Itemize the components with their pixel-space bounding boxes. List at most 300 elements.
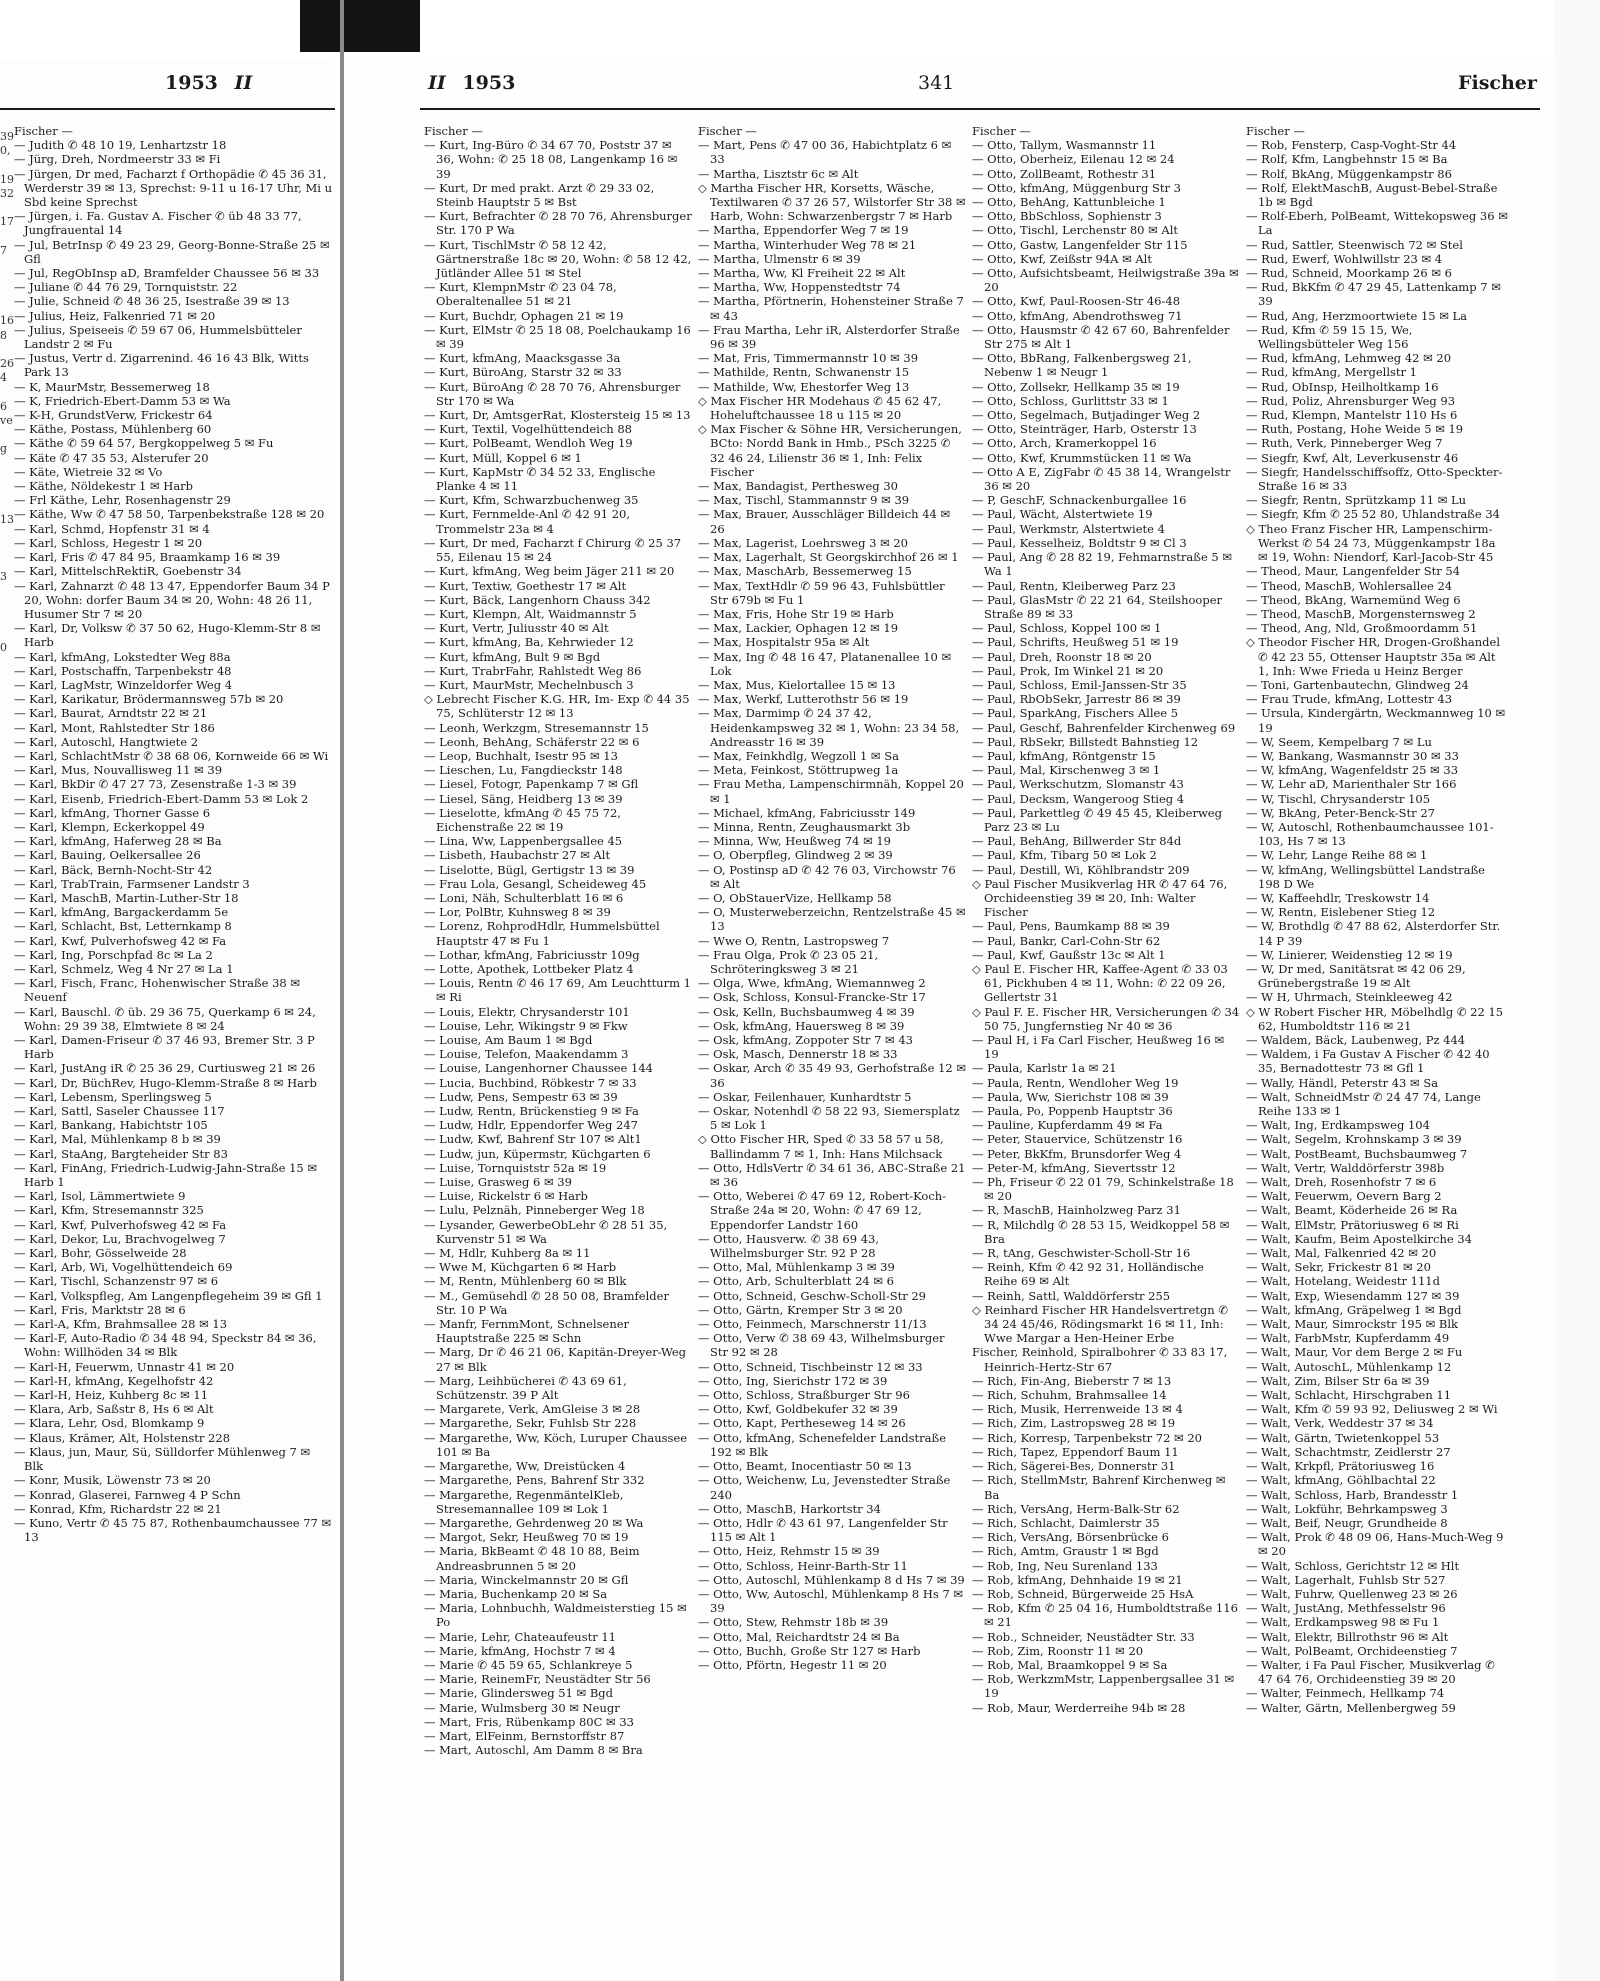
directory-entry: — Otto, Oberheiz, Eilenau 12 ✉ 24 — [972, 152, 1175, 167]
directory-entry: — Karl, Mus, Nouvallisweg 11 ✉ 39 — [14, 763, 223, 778]
directory-entry: — Kurt, BüroAng ✆ 28 70 76, Ahrensburger Str 170 ✉ Wa — [424, 379, 681, 408]
margin-mark — [0, 201, 12, 215]
directory-entry: — Karl, Postschaffn, Tarpenbekstr 48 — [14, 663, 232, 678]
margin-mark — [0, 499, 12, 513]
directory-entry: — Rob, Fensterp, Casp-Voght-Str 44 — [1246, 138, 1457, 153]
directory-entry: — Otto, Kapt, Pertheseweg 14 ✉ 26 — [698, 1416, 906, 1431]
left-page-year: 1953 — [165, 72, 218, 94]
directory-entry: — P, GeschF, Schnackenburgallee 16 — [972, 493, 1187, 508]
binding-shadow — [300, 0, 420, 52]
directory-entry: — Otto, kfmAng, Abendrothsweg 71 — [972, 308, 1183, 323]
margin-mark — [0, 428, 12, 442]
directory-entry: — Paula, Rentn, Wendloher Weg 19 — [972, 1075, 1179, 1090]
directory-entry: — Walt, Krkpfl, Prätoriusweg 16 — [1246, 1459, 1435, 1474]
directory-entry: — Manfr, FernmMont, Schnelsener Hauptstraße 225 ✉ Schn — [424, 1317, 630, 1346]
directory-entry: — Kurt, KapMstr ✆ 34 52 33, Englische Planke 4 ✉ 11 — [424, 464, 656, 494]
directory-entry: — Walt, Prok ✆ 48 09 06, Hans-Much-Weg 9 ✉ 20 — [1246, 1530, 1504, 1559]
directory-entry: — Paul, SparkAng, Fischers Allee 5 — [972, 706, 1179, 721]
directory-entry: — Frau Lola, Gesangl, Scheideweg 45 — [424, 876, 647, 891]
directory-entry: — Karl, kfmAng, Bargackerdamm 5e — [14, 905, 229, 920]
directory-entry: — Liselotte, Bügl, Gertigstr 13 ✉ 39 — [424, 862, 635, 877]
margin-mark: 19 — [0, 172, 14, 186]
directory-entry: ◇ Paul Fischer Musikverlag HR ✆ 47 64 76, Orchideenstieg 39 ✉ 20, Inh: Walter Fischer — [972, 876, 1228, 920]
directory-entry: — Osk, Schloss, Konsul-Francke-Str 17 — [698, 990, 926, 1005]
directory-entry: — K, Friedrich-Ebert-Damm 53 ✉ Wa — [14, 393, 231, 408]
directory-entry: — Käte, Wietreie 32 ✉ Vo — [14, 464, 163, 479]
page-number: 341 — [918, 72, 955, 94]
directory-entry: ◇ Otto Fischer HR, Sped ✆ 33 58 57 u 58, Ballindamm 7 ✉ 1, Inh: Hans Milchsack — [698, 1132, 944, 1161]
directory-entry: — Rud, ObInsp, Heilholtkamp 16 — [1246, 379, 1439, 394]
margin-mark — [0, 158, 12, 172]
directory-entry: — Frau Metha, Lampenschirmnäh, Koppel 20 ✉ 1 — [698, 777, 964, 806]
directory-entry: — Walt, Lagerhalt, Fuhlsb Str 527 — [1246, 1572, 1446, 1587]
directory-entry: — Paul, RbSekr, Billstedt Bahnstieg 12 — [972, 734, 1199, 749]
directory-entry: — Karl-A, Kfm, Brahmsallee 28 ✉ 13 — [14, 1317, 228, 1332]
directory-entry: — Paul, Kwf, Gaußstr 13c ✉ Alt 1 — [972, 947, 1166, 962]
directory-entry: — Karl, Bohr, Gösselweide 28 — [14, 1246, 187, 1261]
directory-entry: — Ludw, Rentn, Brückenstieg 9 ✉ Fa — [424, 1104, 639, 1119]
directory-entry: — Mathilde, Rentn, Schwanenstr 15 — [698, 365, 910, 380]
directory-entry: — Paul, Bankr, Carl-Cohn-Str 62 — [972, 933, 1161, 948]
directory-entry: — Wwe M, Küchgarten 6 ✉ Harb — [424, 1260, 617, 1275]
directory-entry: — Rich, Schlacht, Daimlerstr 35 — [972, 1515, 1160, 1530]
directory-entry: — Louise, Am Baum 1 ✉ Bgd — [424, 1033, 593, 1047]
directory-entry: — Paul, kfmAng, Röntgenstr 15 — [972, 748, 1156, 763]
directory-entry: — Paul, RbObSekr, Jarrestr 86 ✉ 39 — [972, 692, 1181, 707]
directory-entry: — Otto, ZollBeamt, Rothestr 31 — [972, 166, 1157, 181]
column-2-head: Fischer — — [698, 124, 757, 138]
directory-entry: — Karl, Sattl, Saseler Chaussee 117 — [14, 1104, 225, 1119]
margin-mark — [0, 1052, 12, 1066]
directory-entry: — Rolf, Kfm, Langbehnstr 15 ✉ Ba — [1246, 152, 1448, 167]
column-2-entries — [698, 138, 966, 1672]
directory-entry: — W, Dr med, Sanitätsrat ✉ 42 06 29, Grünebergstraße 19 ✉ Alt — [1246, 961, 1466, 991]
margin-mark — [0, 527, 12, 541]
directory-entry: — Walt, Schlacht, Hirschgraben 11 — [1246, 1388, 1452, 1403]
margin-mark: 0 — [0, 640, 7, 654]
directory-entry: — Walt, PostBeamt, Buchsbaumweg 7 — [1246, 1146, 1468, 1161]
margin-mark — [0, 953, 12, 967]
directory-entry: — Kurt, Vertr, Juliusstr 40 ✉ Alt — [424, 621, 609, 636]
margin-mark — [0, 868, 12, 882]
directory-entry: — Otto, Weberei ✆ 47 69 12, Robert-Koch-Straße 24a ✉ 20, Wohn: ✆ 47 69 12, Eppendorfer Landstr 160 — [698, 1189, 947, 1232]
directory-entry: — Karl, Zahnarzt ✆ 48 13 47, Eppendorfer Baum 34 P 20, Wohn: dorfer Baum 34 ✉ 20, Wohn: 48 26 11, Husumer Str 7 ✉ 20 — [14, 578, 330, 621]
margin-mark — [0, 627, 12, 641]
directory-entry: — Rud, BkKfm ✆ 47 29 45, Lattenkamp 7 ✉ 39 — [1246, 280, 1501, 309]
directory-entry: — Margarethe, RegenmäntelKleb, Stresemannallee 109 ✉ Lok 1 — [424, 1487, 624, 1516]
directory-entry: — Karl, Autoschl, Hangtwiete 2 — [14, 734, 199, 749]
margin-mark — [0, 1180, 12, 1194]
column-1-head: Fischer — — [424, 124, 483, 138]
directory-entry: — Rob, Schneid, Bürgerweide 25 HsA — [972, 1586, 1194, 1601]
directory-entry: — Margarethe, Pens, Bahrenf Str 332 — [424, 1473, 645, 1488]
directory-entry: — Kurt, BüroAng, Starstr 32 ✉ 33 — [424, 365, 622, 380]
directory-entry: — Karl, Lebensm, Sperlingsweg 5 — [14, 1089, 212, 1104]
directory-entry: — Rud, Sattler, Steenwisch 72 ✉ Stel — [1246, 237, 1463, 252]
directory-entry: — W, Kaffeehdlr, Treskowstr 14 — [1246, 890, 1430, 905]
directory-entry: — Otto, Verw ✆ 38 69 43, Wilhelmsburger Str 92 ✉ 28 — [698, 1331, 945, 1360]
directory-entry: ◇ W Robert Fischer HR, Möbelhdlg ✆ 22 15 62, Humboldtstr 116 ✉ 21 — [1246, 1004, 1504, 1033]
directory-entry: — W, Bankang, Wasmannstr 30 ✉ 33 — [1246, 748, 1459, 763]
directory-entry: — Osk, kfmAng, Zoppoter Str 7 ✉ 43 — [698, 1033, 913, 1047]
margin-mark — [0, 1137, 12, 1151]
directory-entry: — Waldem, i Fa Gustav A Fischer ✆ 42 40 35, Bernadottestr 73 ✉ Gfl 1 — [1246, 1047, 1490, 1076]
directory-entry: — Ursula, Kindergärtn, Weckmannweg 10 ✉ 19 — [1246, 706, 1506, 735]
directory-entry: — Karl, Dr, Volksw ✆ 37 50 62, Hugo-Klemm-Str 8 ✉ Harb — [14, 621, 321, 650]
right-page-year: 1953 — [462, 72, 516, 94]
directory-entry: — Max, Ing ✆ 48 16 47, Platanenallee 10 ✉ Lok — [698, 649, 952, 678]
directory-entry: — Waldem, Bäck, Laubenweg, Pz 444 — [1246, 1033, 1466, 1047]
directory-entry: — Karl, Bauing, Oelkersallee 26 — [14, 848, 201, 863]
directory-entry: — Otto, Beamt, Inocentiastr 50 ✉ 13 — [698, 1459, 912, 1474]
margin-mark — [0, 797, 12, 811]
directory-entry: — Marie, Wulmsberg 30 ✉ Neugr — [424, 1700, 620, 1715]
margin-mark — [0, 896, 12, 910]
directory-entry: — Kurt, kfmAng, Weg beim Jäger 211 ✉ 20 — [424, 564, 675, 579]
directory-entry: — Paula, Po, Poppenb Hauptstr 36 — [972, 1104, 1173, 1119]
directory-entry: — Karl, SchlachtMstr ✆ 38 68 06, Kornweide 66 ✉ Wi — [14, 748, 329, 763]
directory-entry: — Martha, Winterhuder Weg 78 ✉ 21 — [698, 237, 917, 252]
margin-mark — [0, 485, 12, 499]
directory-entry: — Kurt, Dr med prakt. Arzt ✆ 29 33 02, Steinb Hauptstr 5 ✉ Bst — [424, 180, 655, 210]
directory-entry: — Oskar, Notenhdl ✆ 58 22 93, Siemersplatz 5 ✉ Lok 1 — [698, 1104, 960, 1133]
directory-entry: — W, Rentn, Eislebener Stieg 12 — [1246, 905, 1436, 920]
directory-entry: — Walt, Exp, Wiesendamm 127 ✉ 39 — [1246, 1288, 1460, 1303]
directory-entry: — Wally, Händl, Peterstr 43 ✉ Sa — [1246, 1075, 1439, 1090]
margin-mark — [0, 726, 12, 740]
directory-entry: — Max, Feinkhdlg, Wegzoll 1 ✉ Sa — [698, 748, 899, 763]
directory-entry: — Otto, Schloss, Straßburger Str 96 — [698, 1388, 910, 1403]
directory-entry: — Klara, Lehr, Osd, Blomkamp 9 — [14, 1416, 205, 1431]
directory-entry: — Paul, GlasMstr ✆ 22 21 64, Steilshooper Straße 89 ✉ 33 — [972, 592, 1222, 621]
directory-entry: — Paul, Destill, Wi, Köhlbrandstr 209 — [972, 862, 1190, 877]
directory-entry: — Ruth, Verk, Pinneberger Weg 7 — [1246, 436, 1443, 451]
directory-entry: — Paul, Kesselheiz, Boldtstr 9 ✉ Cl 3 — [972, 535, 1187, 550]
directory-entry: — Mathilde, Ww, Ehestorfer Weg 13 — [698, 379, 910, 394]
directory-entry: — Karl, Dr, BüchRev, Hugo-Klemm-Straße 8 ✉ Harb — [14, 1075, 317, 1090]
directory-entry: — Otto, Mal, Reichardtstr 24 ✉ Ba — [698, 1629, 900, 1644]
margin-mark — [0, 825, 12, 839]
running-head: Fischer — [1458, 72, 1537, 94]
directory-entry: — Rud, Schneid, Moorkamp 26 ✉ 6 — [1246, 266, 1452, 281]
directory-entry: — Karl, TrabTrain, Farmsener Landstr 3 — [14, 876, 250, 891]
directory-entry: — Rich, Korresp, Tarpenbekstr 72 ✉ 20 — [972, 1430, 1202, 1445]
directory-entry: — Konrad, Glaserei, Farnweg 4 P Schn — [14, 1487, 241, 1502]
directory-entry: — Ruth, Postang, Hohe Weide 5 ✉ 19 — [1246, 422, 1464, 437]
directory-entry: — Rich, Zim, Lastropsweg 28 ✉ 19 — [972, 1416, 1176, 1431]
directory-entry: — Ludw, Hdlr, Eppendorfer Weg 247 — [424, 1118, 638, 1133]
directory-entry: — Otto, Arb, Schulterblatt 24 ✉ 6 — [698, 1274, 894, 1289]
directory-entry: — Kurt, Befrachter ✆ 28 70 76, Ahrensburger Str. 170 P Wa — [424, 209, 692, 238]
directory-entry: — Rud, Poliz, Ahrensburger Weg 93 — [1246, 393, 1456, 408]
directory-entry: — W, Linierer, Weidenstieg 12 ✉ 19 — [1246, 947, 1453, 962]
directory-entry: — Rud, Klempn, Mantelstr 110 Hs 6 — [1246, 408, 1458, 423]
directory-entry: — W, Tischl, Chrysanderstr 105 — [1246, 791, 1431, 806]
directory-entry: — Otto, Heiz, Rehmstr 15 ✉ 39 — [698, 1544, 880, 1559]
right-page-volume: II — [428, 72, 446, 94]
margin-mark: 0, — [0, 144, 11, 158]
directory-entry: — Margot, Sekr, Heußweg 70 ✉ 19 — [424, 1530, 629, 1545]
directory-entry: — Walt, Vertr, Walddörferstr 398b — [1246, 1160, 1445, 1175]
left-header-rule — [0, 108, 335, 110]
directory-entry: — Karl, Karikatur, Brödermannsweg 57b ✉ 20 — [14, 692, 284, 707]
directory-entry: — Kurt, MaurMstr, Mechelnbusch 3 — [424, 677, 634, 692]
directory-entry: — Otto, Aufsichtsbeamt, Heilwigstraße 39a ✉ 20 — [972, 266, 1239, 295]
margin-mark — [0, 471, 12, 485]
directory-entry: — Meta, Feinkost, Stöttrupweg 1a — [698, 763, 899, 778]
directory-entry: — Theod, MaschB, Morgensternsweg 2 — [1246, 606, 1476, 621]
margin-mark: 3 — [0, 569, 7, 583]
directory-entry: — Maria, Winckelmannstr 20 ✉ Gfl — [424, 1572, 629, 1587]
directory-entry: — Otto, Gastw, Langenfelder Str 115 — [972, 237, 1188, 252]
directory-entry: ◇ Lebrecht Fischer K.G. HR, Im- Exp ✆ 44 35 75, Schlüterstr 12 ✉ 13 — [424, 692, 690, 721]
directory-entry: — Otto, Hdlr ✆ 43 61 97, Langenfelder Str 115 ✉ Alt 1 — [698, 1515, 948, 1545]
directory-entry: — Paul H, i Fa Carl Fischer, Heußweg 16 ✉ 19 — [972, 1033, 1225, 1062]
directory-entry: — Käthe, Nöldekestr 1 ✉ Harb — [14, 479, 194, 494]
directory-entry: — Justus, Vertr d. Zigarrenind. 46 16 43 Blk, Witts Park 13 — [14, 351, 309, 380]
directory-entry: — Rich, StellmMstr, Bahrenf Kirchenweg ✉ Ba — [972, 1473, 1226, 1502]
directory-entry: — Karl, Ing, Porschpfad 8c ✉ La 2 — [14, 947, 213, 962]
directory-entry: — Reinh, Kfm ✆ 42 92 31, Holländische Reihe 69 ✉ Alt — [972, 1260, 1204, 1289]
directory-entry: — Karl, Kwf, Pulverhofsweg 42 ✉ Fa — [14, 1217, 227, 1232]
directory-entry: — Karl, Arb, Wi, Vogelhüttendeich 69 — [14, 1260, 233, 1275]
directory-entry: — Max, TextHdlr ✆ 59 96 43, Fuhlsbüttler Str 679b ✉ Fu 1 — [698, 578, 945, 607]
directory-entry: — Lulu, Pelznäh, Pinneberger Weg 18 — [424, 1203, 645, 1218]
directory-entry: — Mart, Autoschl, Am Damm 8 ✉ Bra — [424, 1743, 643, 1758]
directory-entry: — Paul, Kfm, Tibarg 50 ✉ Lok 2 — [972, 848, 1157, 863]
directory-entry: — Otto, Stew, Rehmstr 18b ✉ 39 — [698, 1615, 889, 1630]
directory-entry: — Otto, Kwf, Zeißstr 94A ✉ Alt — [972, 251, 1152, 266]
directory-entry: — Ludw, jun, Küpermstr, Küchgarten 6 — [424, 1146, 651, 1161]
directory-entry: — Otto, Tischl, Lerchenstr 80 ✉ Alt — [972, 223, 1179, 238]
margin-mark — [0, 995, 12, 1009]
directory-entry: ◇ Reinhard Fischer HR Handelsvertretgn ✆ 34 24 45/46, Rödingsmarkt 16 ✉ 11, Inh: Wwe Margar a Hen-Heiner Erbe — [972, 1302, 1228, 1346]
directory-entry: — Karl, Mal, Mühlenkamp 8 b ✉ 39 — [14, 1132, 221, 1147]
directory-entry: — W, Lehr aD, Marienthaler Str 166 — [1246, 777, 1457, 792]
right-header-rule — [420, 108, 1540, 110]
directory-entry: — Martha, Lisztstr 6c ✉ Alt — [698, 166, 859, 181]
directory-entry: — Frau Martha, Lehr iR, Alsterdorfer Straße 96 ✉ 39 — [698, 322, 960, 352]
directory-entry: — Rob, WerkzmMstr, Lappenbergsallee 31 ✉ 19 — [972, 1672, 1235, 1701]
directory-entry: — Paul, Mal, Kirschenweg 3 ✉ 1 — [972, 763, 1161, 778]
directory-entry: — Margarete, Verk, AmGleise 3 ✉ 28 — [424, 1402, 641, 1417]
directory-entry: — Siegfr, Handelsschiffsoffz, Otto-Speckter-Straße 16 ✉ 33 — [1246, 464, 1503, 494]
directory-entry: ◇ Theo Franz Fischer HR, Lampenschirm-Werkst ✆ 54 24 73, Müggenkampstr 18a ✉ 19, Wohn: Niendorf, Karl-Jacob-Str 45 — [1246, 521, 1496, 565]
directory-entry: — Paul, Decksm, Wangeroog Stieg 4 — [972, 791, 1185, 806]
directory-entry: — Kurt, Klempn, Alt, Waidmannstr 5 — [424, 606, 637, 621]
directory-entry: — Paul, Schrifts, Heußweg 51 ✉ 19 — [972, 635, 1179, 650]
directory-entry: — Walt, Schloss, Harb, Brandesstr 1 — [1246, 1487, 1459, 1502]
directory-entry: — Lothar, kfmAng, Fabriciusstr 109g — [424, 947, 640, 962]
directory-entry: — Martha, Ww, Kl Freiheit 22 ✉ Alt — [698, 266, 906, 281]
directory-entry: — Paul, Werkmstr, Alstertwiete 4 — [972, 521, 1165, 536]
directory-entry: — Kurt, kfmAng, Maacksgasse 3a — [424, 351, 621, 366]
directory-entry: — Kurt, KlempnMstr ✆ 23 04 78, Oberaltenallee 51 ✉ 21 — [424, 280, 617, 309]
directory-entry: — Walter, Gärtn, Mellenbergweg 59 — [1246, 1700, 1456, 1715]
directory-entry: — Paul, Wächt, Alstertwiete 19 — [972, 507, 1153, 522]
directory-entry: — Jürgen, Dr med, Facharzt f Orthopädie ✆ 45 36 31, Werderstr 39 ✉ 13, Sprechst: 9-11 u 16-17 Uhr, Mi u Sbd keine Sprechst — [14, 166, 332, 210]
margin-mark — [0, 1095, 12, 1109]
directory-entry: — M, Hdlr, Kuhberg 8a ✉ 11 — [424, 1246, 591, 1261]
left-column — [14, 124, 332, 1974]
directory-entry: — Louis, Rentn ✆ 46 17 69, Am Leuchtturm 1 ✉ Ri — [424, 976, 691, 1005]
margin-mark — [0, 910, 12, 924]
directory-entry: — O, Musterweberzeichn, Rentzelstraße 45 ✉ 13 — [698, 905, 966, 934]
directory-entry: — Karl, Damen-Friseur ✆ 37 46 93, Bremer Str. 3 P Harb — [14, 1033, 315, 1062]
directory-entry: — Otto, Buchh, Große Str 127 ✉ Harb — [698, 1643, 921, 1658]
directory-entry: — Walt, Elektr, Billrothstr 96 ✉ Alt — [1246, 1629, 1449, 1644]
directory-entry: — Karl, Tischl, Schanzenstr 97 ✉ 6 — [14, 1274, 219, 1289]
column-1 — [424, 124, 692, 1974]
directory-entry: — Walter, Feinmech, Hellkamp 74 — [1246, 1686, 1445, 1701]
directory-entry: — Juliane ✆ 44 76 29, Tornquiststr. 22 — [14, 280, 238, 295]
directory-entry: — Walt, Zim, Bilser Str 6a ✉ 39 — [1246, 1373, 1430, 1388]
directory-entry: — Kurt, Textil, Vogelhüttendeich 88 — [424, 422, 632, 437]
margin-mark: ve — [0, 413, 13, 427]
directory-entry: — Paul, Pens, Baumkamp 88 ✉ 39 — [972, 919, 1170, 934]
directory-entry: — Kurt, Dr, AmtsgerRat, Klostersteig 15 ✉ 13 — [424, 408, 691, 423]
directory-entry: — Karl, Mont, Rahlstedter Str 186 — [14, 720, 215, 735]
directory-entry: — Walt, Beamt, Köderheide 26 ✉ Ra — [1246, 1203, 1458, 1218]
directory-entry: — Otto, Hausverw. ✆ 38 69 43, Wilhelmsburger Str. 92 P 28 — [698, 1231, 880, 1261]
margin-mark — [0, 882, 12, 896]
directory-entry: — Loni, Näh, Schulterblatt 16 ✉ 6 — [424, 890, 624, 905]
directory-entry: — Rob., Schneider, Neustädter Str. 33 — [972, 1629, 1195, 1644]
directory-entry: — Karl, Fris ✆ 47 84 95, Braamkamp 16 ✉ 39 — [14, 550, 281, 565]
directory-entry: — Paul, Schloss, Emil-Janssen-Str 35 — [972, 677, 1187, 692]
directory-entry: — Rud, Ang, Herzmoortwiete 15 ✉ La — [1246, 308, 1468, 323]
directory-entry: — Julius, Heiz, Falkenried 71 ✉ 20 — [14, 308, 216, 323]
directory-entry: — Otto, Schneid, Geschw-Scholl-Str 29 — [698, 1288, 926, 1303]
directory-entry: — Otto, Schneid, Tischbeinstr 12 ✉ 33 — [698, 1359, 923, 1374]
directory-entry: — Otto, Kwf, Goldbekufer 32 ✉ 39 — [698, 1402, 898, 1417]
directory-entry: — Rich, VersAng, Börsenbrücke 6 — [972, 1530, 1169, 1545]
directory-entry: — Martha, Ulmenstr 6 ✉ 39 — [698, 251, 861, 266]
directory-entry: — Jul, BetrInsp ✆ 49 23 29, Georg-Bonne-Straße 25 ✉ Gfl — [14, 237, 330, 266]
directory-entry: — Theod, Ang, Nld, Großmoordamm 51 — [1246, 621, 1478, 636]
directory-entry: — Max, Fris, Hohe Str 19 ✉ Harb — [698, 606, 894, 621]
directory-entry: — Marie, kfmAng, Hochstr 7 ✉ 4 — [424, 1643, 616, 1658]
directory-entry: — Lieselotte, kfmAng ✆ 45 75 72, Eichenstraße 22 ✉ 19 — [424, 805, 621, 834]
directory-entry: — R, MaschB, Hainholzweg Parz 31 — [972, 1203, 1181, 1218]
directory-entry: — R, tAng, Geschwister-Scholl-Str 16 — [972, 1246, 1191, 1261]
directory-entry: — Rolf, BkAng, Müggenkampstr 86 — [1246, 166, 1452, 181]
directory-entry: — Rud, kfmAng, Mergellstr 1 — [1246, 365, 1418, 380]
margin-mark — [0, 272, 12, 286]
directory-entry: — Walt, Maur, Vor dem Berge 2 ✉ Fu — [1246, 1345, 1463, 1360]
directory-entry: — Ph, Friseur ✆ 22 01 79, Schinkelstraße 18 ✉ 20 — [972, 1175, 1234, 1204]
directory-entry: ◇ Max Fischer HR Modehaus ✆ 45 62 47, Hoheluftchaussee 18 u 115 ✉ 20 — [698, 393, 942, 423]
directory-entry: — Karl, Eisenb, Friedrich-Ebert-Damm 53 ✉ Lok 2 — [14, 791, 309, 806]
margin-mark — [0, 925, 12, 939]
directory-entry: — Walt, Gärtn, Twietenkoppel 53 — [1246, 1430, 1440, 1445]
directory-entry: — Osk, kfmAng, Hauersweg 8 ✉ 39 — [698, 1018, 905, 1033]
margin-mark — [0, 683, 12, 697]
directory-entry: — Max, Tischl, Stammannstr 9 ✉ 39 — [698, 493, 910, 508]
directory-entry: — Reinh, Sattl, Walddörferstr 255 — [972, 1288, 1171, 1303]
directory-entry: — Rud, Ewerf, Wohlwillstr 23 ✉ 4 — [1246, 251, 1443, 266]
directory-entry: — Otto, BbSchloss, Sophienstr 3 — [972, 209, 1162, 224]
directory-entry: — Otto, Schloss, Heinr-Barth-Str 11 — [698, 1558, 908, 1573]
margin-mark — [0, 286, 12, 300]
directory-entry: — Liesel, Säng, Heidberg 13 ✉ 39 — [424, 791, 623, 806]
margin-mark — [0, 1152, 12, 1166]
directory-entry: — Otto, Arch, Kramerkoppel 16 — [972, 436, 1157, 451]
directory-entry: — Walt, Fuhrw, Quellenweg 23 ✉ 26 — [1246, 1586, 1458, 1601]
margin-mark: 7 — [0, 243, 7, 257]
directory-entry: — Karl, Schloss, Hegestr 1 ✉ 20 — [14, 535, 203, 550]
directory-entry: — O, ObStauerVize, Hellkamp 58 — [698, 890, 892, 905]
left-entries-list — [14, 138, 332, 1544]
directory-entry: — Karl, kfmAng, Haferweg 28 ✉ Ba — [14, 834, 222, 849]
directory-entry: — Leop, Buchhalt, Isestr 95 ✉ 13 — [424, 748, 618, 763]
directory-entry: — Konrad, Kfm, Richardstr 22 ✉ 21 — [14, 1501, 222, 1516]
directory-entry: — Rolf-Eberh, PolBeamt, Wittekopsweg 36 ✉ La — [1246, 209, 1508, 238]
directory-entry: — Martha, Pförtnerin, Hohensteiner Straße 7 ✉ 43 — [698, 294, 964, 323]
directory-entry: — Lor, PolBtr, Kuhnsweg 8 ✉ 39 — [424, 905, 611, 920]
directory-entry: — Rob, kfmAng, Dehnhaide 19 ✉ 21 — [972, 1572, 1183, 1587]
directory-entry: — Käthe, Ww ✆ 47 58 50, Tarpenbekstraße 128 ✉ 20 — [14, 507, 325, 522]
directory-entry: — Walt, Mal, Falkenried 42 ✉ 20 — [1246, 1246, 1437, 1261]
directory-entry: — Klaus, jun, Maur, Sü, Sülldorfer Mühlenweg 7 ✉ Blk — [14, 1444, 311, 1474]
directory-entry: — Pauline, Kupferdamm 49 ✉ Fa — [972, 1118, 1163, 1133]
margin-mark — [0, 258, 12, 272]
directory-entry: ◇ Paul F. E. Fischer HR, Versicherungen ✆ 34 50 75, Jungfernstieg Nr 40 ✉ 36 — [972, 1004, 1240, 1033]
directory-entry: — Otto, Hausmstr ✆ 42 67 60, Bahrenfelder Str 275 ✉ Alt 1 — [972, 322, 1230, 352]
directory-entry: — Lina, Ww, Lappenbergsallee 45 — [424, 834, 623, 849]
directory-entry: — Kurt, Dr med, Facharzt f Chirurg ✆ 25 37 55, Eilenau 15 ✉ 24 — [424, 535, 682, 565]
margin-mark — [0, 343, 12, 357]
directory-entry: — Karl, Kwf, Pulverhofsweg 42 ✉ Fa — [14, 933, 227, 948]
directory-entry: — Walt, FarbMstr, Kupferdamm 49 — [1246, 1331, 1450, 1346]
margin-mark — [0, 655, 12, 669]
directory-entry: — Marie, Lehr, Chateaufeustr 11 — [424, 1629, 617, 1644]
directory-entry: — Walt, Feuerwm, Oevern Barg 2 — [1246, 1189, 1442, 1204]
directory-entry: — W, Autoschl, Rothenbaumchaussee 101-103, Hs 7 ✉ 13 — [1246, 819, 1494, 849]
directory-entry: — Walt, kfmAng, Göhlbachtal 22 — [1246, 1473, 1436, 1488]
directory-entry: — Walt, ElMstr, Prätoriusweg 6 ✉ Ri — [1246, 1217, 1459, 1232]
directory-entry: — Paul, Rentn, Kleiberweg Parz 23 — [972, 578, 1176, 593]
directory-entry: — W, Seem, Kempelbarg 7 ✉ Lu — [1246, 734, 1432, 749]
directory-entry: — Karl, Fris, Marktstr 28 ✉ 6 — [14, 1302, 186, 1317]
directory-entry: — Karl, kfmAng, Thorner Gasse 6 — [14, 805, 211, 820]
margin-mark — [0, 612, 12, 626]
directory-entry: — K-H, GrundstVerw, Frickestr 64 — [14, 408, 213, 423]
directory-entry: — Leonh, BehAng, Schäferstr 22 ✉ 6 — [424, 734, 640, 749]
directory-entry: — Lucia, Buchbind, Röbkestr 7 ✉ 33 — [424, 1075, 637, 1090]
directory-entry: — Walt, Ing, Erdkampsweg 104 — [1246, 1118, 1430, 1133]
directory-entry: — Otto, Weichenw, Lu, Jevenstedter Straße 240 — [698, 1473, 951, 1502]
column-4 — [1246, 124, 1508, 1974]
directory-entry: — Käthe, Postass, Mühlenberg 60 — [14, 422, 212, 437]
directory-entry: — Osk, Kelln, Buchsbaumweg 4 ✉ 39 — [698, 1004, 915, 1019]
directory-entry: — Kurt, Fernmelde-Anl ✆ 42 91 20, Trommelstr 23a ✉ 4 — [424, 507, 631, 536]
directory-entry: — Margarethe, Ww, Köch, Luruper Chaussee 101 ✉ Ba — [424, 1430, 688, 1459]
directory-entry: — Kurt, Buchdr, Ophagen 21 ✉ 19 — [424, 308, 624, 323]
directory-entry: ◇ Theodor Fischer HR, Drogen-Großhandel ✆ 42 23 55, Ottenser Hauptstr 35a ✉ Alt 1, Inh: Wwe Frieda u Heinz Berger — [1246, 635, 1501, 678]
margin-mark — [0, 598, 12, 612]
directory-entry: — Max, MaschArb, Bessemerweg 15 — [698, 564, 912, 579]
directory-entry: — Theod, BkAng, Warnemünd Weg 6 — [1246, 592, 1461, 607]
directory-entry: — Maria, Buchenkamp 20 ✉ Sa — [424, 1586, 608, 1601]
directory-entry: — Paul, Schloss, Koppel 100 ✉ 1 — [972, 621, 1162, 636]
directory-entry: — Rob, Maur, Werderreihe 94b ✉ 28 — [972, 1700, 1186, 1715]
directory-entry: — Klara, Arb, Saßstr 8, Hs 6 ✉ Alt — [14, 1402, 214, 1417]
directory-entry: — Frau Trude, kfmAng, Lottestr 43 — [1246, 692, 1453, 707]
directory-entry: — Rob, Ing, Neu Surenland 133 — [972, 1558, 1158, 1573]
directory-entry: — Otto, kfmAng, Müggenburg Str 3 — [972, 180, 1181, 195]
margin-mark — [0, 1194, 12, 1208]
